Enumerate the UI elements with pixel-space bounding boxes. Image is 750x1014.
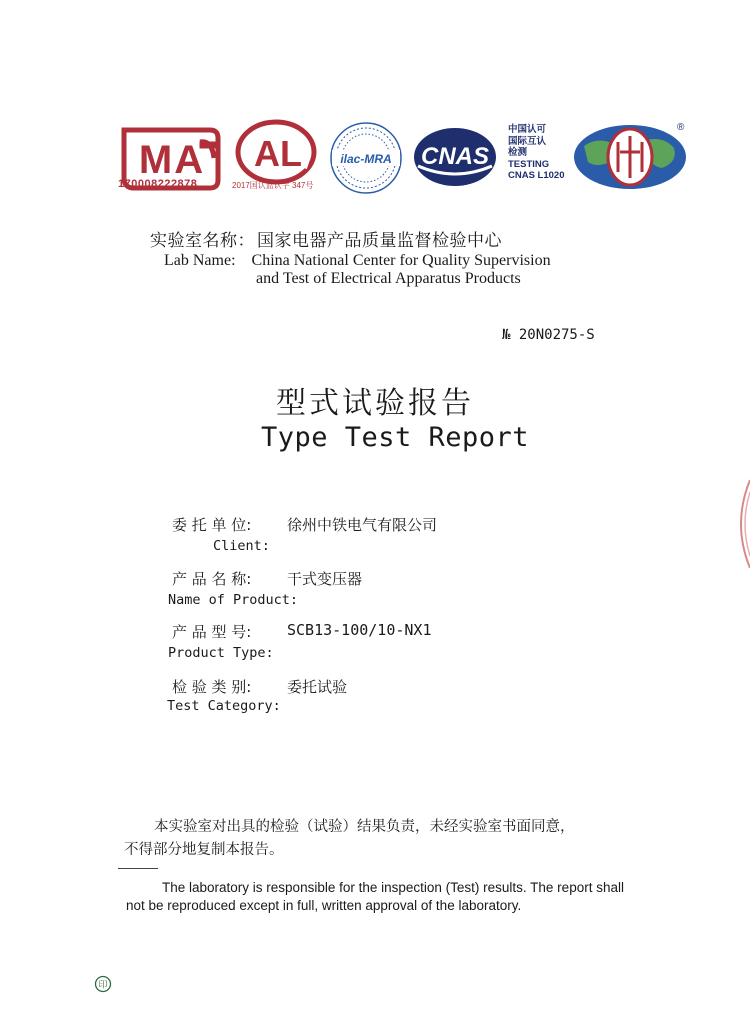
cnas-line: TESTING bbox=[508, 158, 550, 170]
accreditation-logos bbox=[0, 118, 750, 198]
print-mark-text: 印 bbox=[98, 980, 108, 991]
cnas-line: 国际互认 bbox=[508, 135, 547, 147]
lab-label-cn: 实验室名称： bbox=[150, 231, 255, 251]
cqc-globe-logo bbox=[570, 122, 690, 192]
cal-certificate-number: 2017国认监认字 347号 bbox=[232, 181, 314, 190]
client-value: 徐州中铁电气有限公司 bbox=[287, 516, 438, 534]
lab-name-en bbox=[164, 251, 551, 270]
cnas-line: 检测 bbox=[508, 147, 528, 158]
statement-cn-line1: 本实验室对出具的检验（试验）结果负责，未经实验室书面同意， bbox=[154, 819, 575, 835]
report-title-cn: 型式试验报告 bbox=[276, 386, 474, 421]
seal-stamp-edge bbox=[728, 476, 750, 572]
lab-label-en: Lab Name: bbox=[164, 252, 236, 269]
cma-certificate-number: 170008222878 bbox=[118, 178, 198, 190]
statement-en-line1: The laboratory is responsible for the inspection (Test) results. The report shall bbox=[162, 880, 624, 895]
statement-cn-line2: 不得部分地复制本报告。 bbox=[124, 842, 284, 858]
lab-value-en-line1: China National Center for Quality Supervision bbox=[251, 252, 551, 269]
statement-en-line2: not be reproduced except in full, written approval of the laboratory. bbox=[126, 898, 522, 913]
cma-text: MA bbox=[138, 138, 206, 182]
cal-text: AL bbox=[254, 133, 302, 174]
lab-name-cn bbox=[150, 226, 502, 251]
product-name-value: 干式变压器 bbox=[287, 570, 363, 588]
client-label-en: Client: bbox=[213, 538, 270, 554]
cnas-logo bbox=[412, 126, 498, 188]
product-name-label-en: Name of Product: bbox=[168, 592, 299, 608]
report-title-en: Type Test Report bbox=[260, 422, 530, 453]
test-category-value: 委托试验 bbox=[287, 678, 348, 696]
print-mark-icon bbox=[94, 975, 112, 993]
product-type-label-en: Product Type: bbox=[168, 645, 274, 661]
client-label-cn: 委 托 单 位: bbox=[172, 516, 252, 534]
test-category-label-cn: 检 验 类 别: bbox=[172, 678, 252, 696]
lab-value-cn: 国家电器产品质量监督检验中心 bbox=[257, 231, 502, 251]
product-type-value: SCB13-100/10-NX1 bbox=[287, 621, 432, 639]
cnas-line: CNAS L1020 bbox=[508, 170, 565, 181]
test-category-label-en: Test Category: bbox=[167, 698, 281, 714]
cnas-line: 中国认可 bbox=[508, 124, 547, 135]
lab-value-en-line2: and Test of Electrical Apparatus Products bbox=[256, 270, 521, 287]
ilac-text: ilac-MRA bbox=[340, 152, 392, 166]
report-number: № 20N0275-S bbox=[502, 327, 595, 343]
cnas-accreditation-text bbox=[508, 124, 578, 182]
ilac-mra-logo bbox=[328, 120, 404, 196]
cnas-text: CNAS bbox=[420, 143, 490, 170]
registered-mark: ® bbox=[677, 122, 685, 133]
divider bbox=[118, 868, 158, 869]
product-type-label-cn: 产 品 型 号: bbox=[172, 623, 252, 641]
product-name-label-cn: 产 品 名 称: bbox=[172, 570, 252, 588]
